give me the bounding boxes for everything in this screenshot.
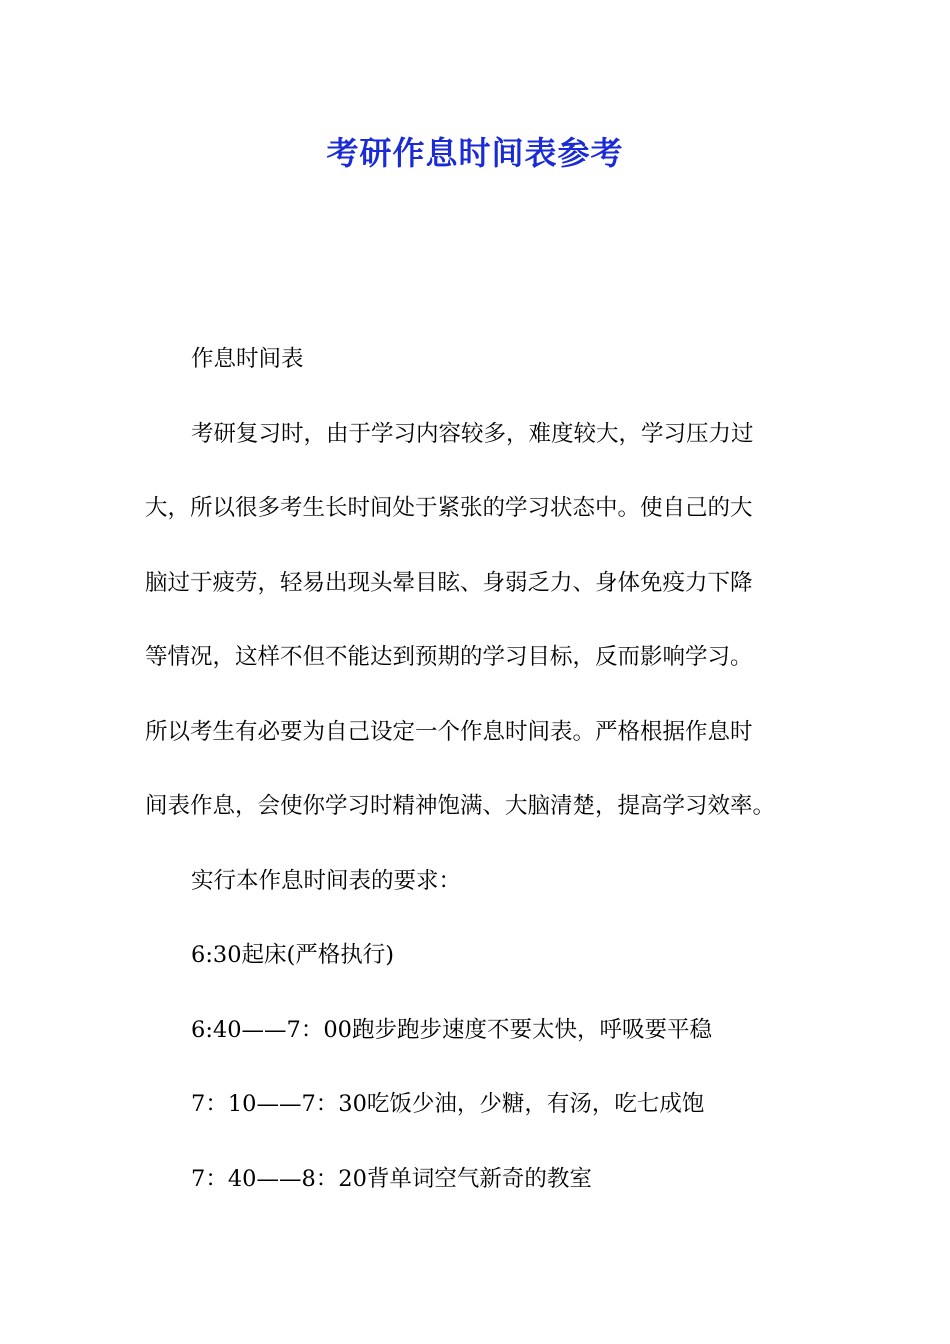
schedule-item-2: 6:40——7：00跑步跑步速度不要太快，呼吸要平稳 — [191, 1016, 712, 1043]
schedule-item-1: 6:30起床(严格执行) — [191, 942, 395, 968]
requirements-heading: 实行本作息时间表的要求： — [191, 867, 462, 894]
schedule-item-3: 7：10——7：30吃饭少油，少糖，有汤，吃七成饱 — [191, 1091, 705, 1117]
schedule-item-4: 7：40——8：20背单词空气新奇的教室 — [191, 1165, 592, 1192]
intro-line-6: 间表作息，会使你学习时精神饱满、大脑清楚，提高学习效率。 — [145, 793, 776, 819]
intro-line-4: 等情况，这样不但不能达到预期的学习目标，反而影响学习。 — [145, 644, 753, 670]
document-title: 考研作息时间表参考 — [326, 134, 624, 172]
document-body — [145, 337, 807, 1231]
intro-line-3: 脑过于疲劳，轻易出现头晕目眩、身弱乏力、身体免疫力下降 — [145, 569, 753, 596]
section-heading: 作息时间表 — [191, 346, 304, 372]
intro-line-1: 考研复习时，由于学习内容较多，难度较大，学习压力过 — [191, 420, 754, 447]
intro-line-2: 大，所以很多考生长时间处于紧张的学习状态中。使自己的大 — [145, 495, 753, 521]
intro-line-5: 所以考生有必要为自己设定一个作息时间表。严格根据作息时 — [145, 718, 753, 745]
